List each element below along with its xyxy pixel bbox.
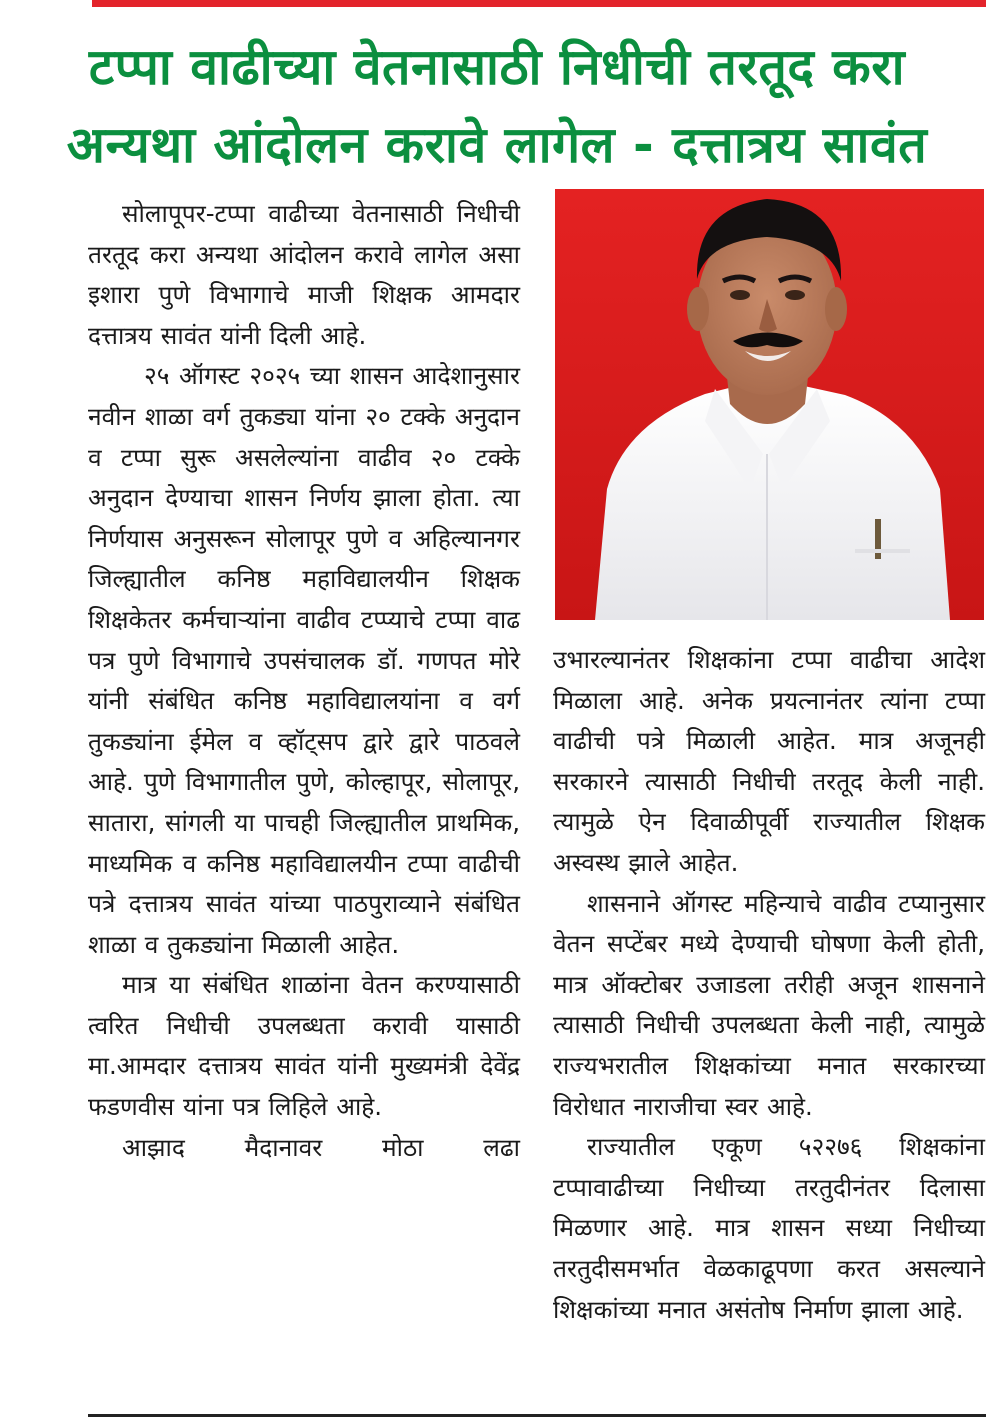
article-column-left: [88, 194, 520, 1168]
portrait-image: [555, 189, 984, 620]
paragraph-august-salary: शासनाने ऑगस्ट महिन्याचे वाढीव टप्यानुसार वेतन सप्टेंबर मध्ये देण्याची घोषणा केली होती, मात्र ऑक्टोबर उजाडला तरीही अजून शासनाने त्यासाठी निधीची उपलब्धता केली नाही, त्यामुळे राज्यभरातील शिक्षकांच्या मनात सरकारच्या विरोधात नाराजीचा स्वर आहे.: [553, 888, 985, 1121]
paragraph-continuation: उभारल्यानंतर शिक्षकांना टप्पा वाढीचा आदेश मिळाला आहे. अनेक प्रयत्नानंतर त्यांना टप्पा वाढीची पत्रे मिळाली आहेत. मात्र अजूनही सरकारने त्यासाठी निधीची तरतूद केली नाही. त्यामुळे ऐन दिवाळीपूर्वी राज्यातील शिक्षक अस्वस्थ झाले आहेत.: [553, 645, 985, 877]
paragraph-intro: सोलापूपर-टप्पा वाढीच्या वेतनासाठी निधीची तरतूद करा अन्यथा आंदोलन करावे लागेल असा इशारा पुणे विभागाचे माजी शिक्षक आमदार दत्तात्रय सावंत यांनी दिली आहे.: [88, 199, 520, 350]
headline-line-2: अन्यथा आंदोलन करावे लागेल - दत्तात्रय सावंत: [66, 116, 928, 174]
article-column-right: [553, 640, 985, 1330]
headline: [20, 28, 974, 184]
paragraph-azad-maidan: आझाद मैदानावर मोठा लढा: [122, 1132, 520, 1162]
top-red-rule: [92, 0, 986, 7]
bottom-rule: [88, 1414, 986, 1417]
paragraph-government-order: २५ ऑगस्ट २०२५ च्या शासन आदेशानुसार नवीन शाळा वर्ग तुकड्या यांना २० टक्के अनुदान व टप्पा सुरू असलेल्यांना वाढीव २० टक्के अनुदान देण्याचा शासन निर्णय झाला होता. त्या निर्णयास अनुसरून सोलापूर पुणे व अहिल्यानगर जिल्ह्यातील कनिष्ठ महाविद्यालयीन शिक्षक शिक्षकेतर कर्मचाऱ्यांना वाढीव टप्प्याचे टप्पा वाढ पत्र पुणे विभागाचे उपसंचालक डॉ. गणपत मोरे यांनी संबंधित कनिष्ठ महाविद्यालयांना व वर्ग तुकड्यांना ईमेल व व्हॉट्सप द्वारे द्वारे पाठवले आहे. पुणे विभागातील पुणे, कोल्हापूर, सोलापूर, सातारा, सांगली या पाचही जिल्ह्यातील प्राथमिक, माध्यमिक व कनिष्ठ महाविद्यालयीन टप्पा वाढीची पत्रे दत्तात्रय सावंत यांच्या पाठपुराव्याने संबंधित शाळा व तुकड्यांना मिळाली आहेत.: [88, 361, 520, 959]
paragraph-letter-to-cm: मात्र या संबंधित शाळांना वेतन करण्यासाठी त्वरित निधीची उपलब्धता करावी यासाठी मा.आमदार दत्तात्रय सावंत यांनी मुख्यमंत्री देवेंद्र फडणवीस यांना पत्र लिहिले आहे.: [88, 970, 520, 1122]
portrait-photo: [555, 189, 984, 620]
paragraph-total-teachers: राज्यातील एकूण ५२२७६ शिक्षकांना टप्पावाढीच्या निधीच्या तरतुदीनंतर दिलासा मिळणार आहे. मात्र शासन सध्या निधीच्या तरतुदीसमर्भात वेळकाढूपणा करत असल्याने शिक्षकांच्या मनात असंतोष निर्माण झाला आहे.: [553, 1132, 985, 1324]
headline-line-1: टप्पा वाढीच्या वेतनासाठी निधीची तरतूद करा: [88, 38, 906, 96]
